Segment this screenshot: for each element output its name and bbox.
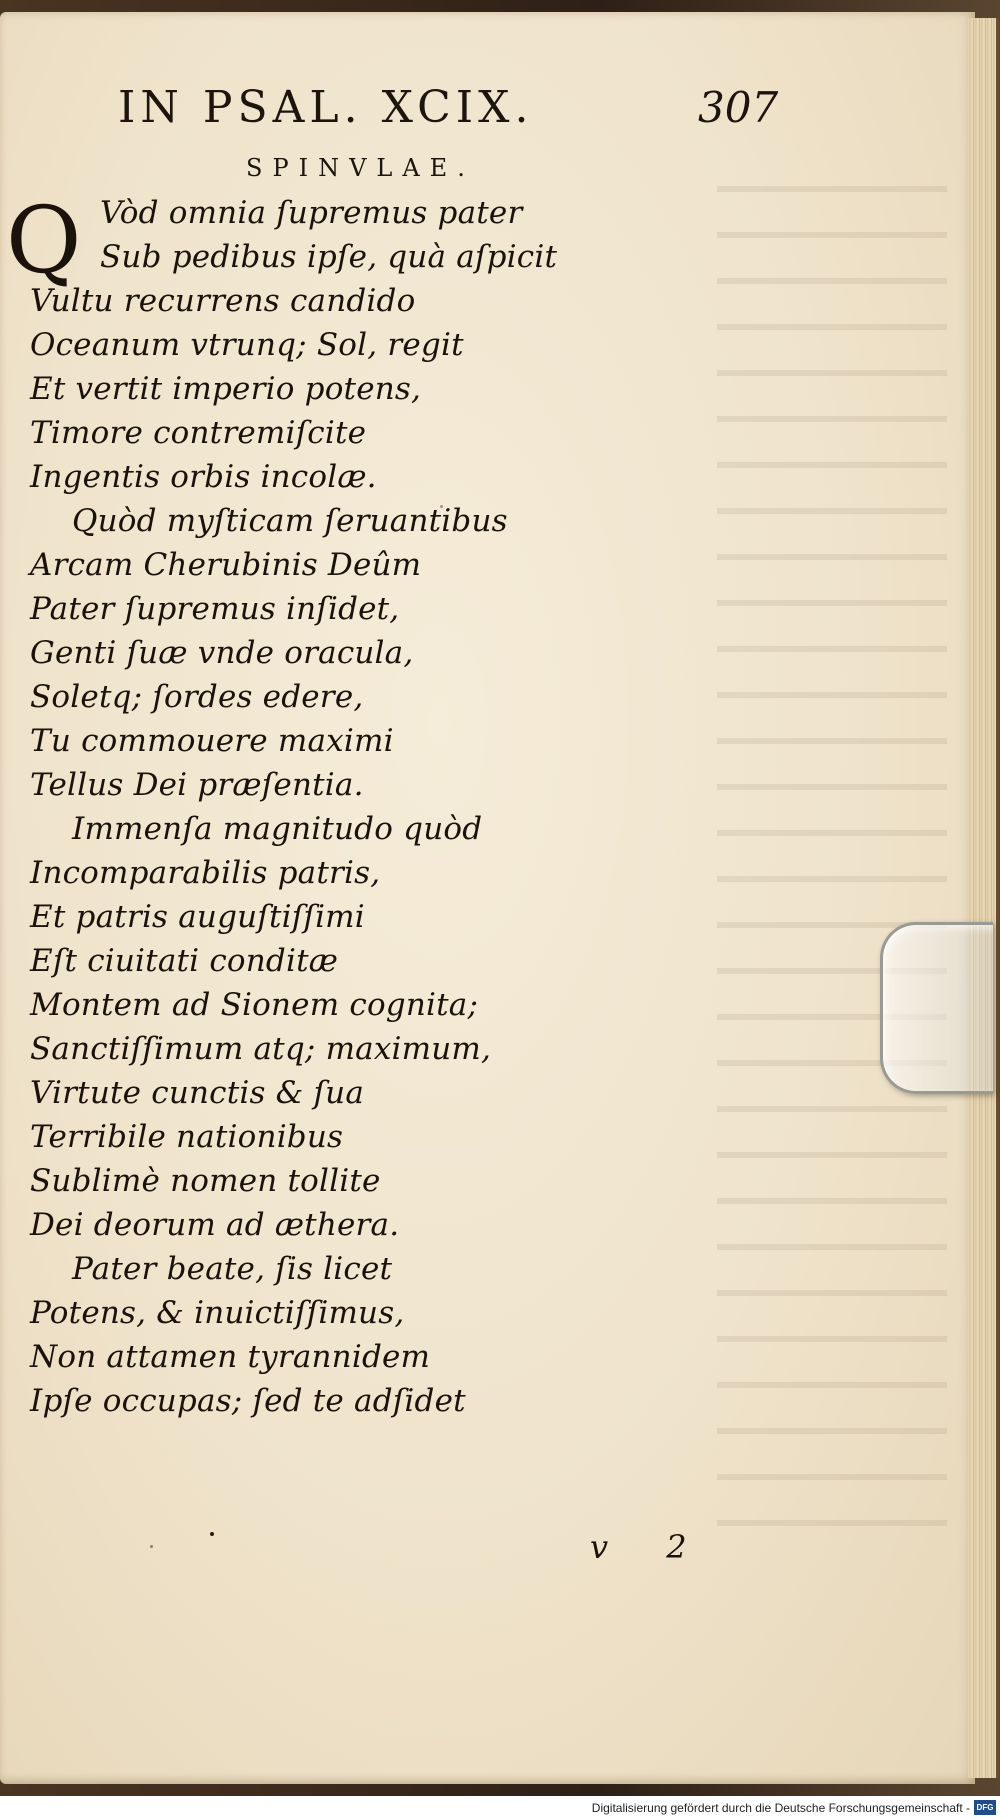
- verse-line: Vòd omnia ſupremus pater: [100, 195, 523, 231]
- verse-line: Eſt ciuitati conditæ: [30, 943, 339, 979]
- verse-line: Timore contremiſcite: [30, 415, 367, 451]
- ink-speck: [150, 1545, 153, 1548]
- footer-bar: [0, 1796, 1000, 1820]
- verse-line: Non attamen tyrannidem: [30, 1339, 431, 1375]
- drop-initial: Q: [6, 187, 82, 294]
- digitization-credit: Digitalisierung gefördert durch die Deutsche Forschungsgemeinschaft -: [591, 1801, 970, 1815]
- verse-line: Sub pedibus ipſe, quà aſpicit: [100, 239, 558, 275]
- verse-line: Vultu recurrens candido: [30, 283, 416, 319]
- verse-line: Potens, & inuictiſſimus,: [30, 1295, 405, 1331]
- page-edge-stack: [968, 18, 999, 1778]
- verse-line: Ipſe occupas; ſed te adſidet: [30, 1383, 466, 1419]
- verse-line: Tellus Dei præſentia.: [30, 767, 364, 803]
- verse-line: Virtute cunctis & ſua: [30, 1075, 365, 1111]
- verse-line: Pater ſupremus inſidet,: [30, 591, 400, 627]
- verse-line: Oceanum vtrunq; Sol, regit: [30, 327, 464, 363]
- verse-line: Immenſa magnitudo quòd: [72, 811, 483, 847]
- verse-line: Dei deorum ad æthera.: [30, 1207, 400, 1243]
- ink-speck: [440, 505, 443, 508]
- verse-line: Terribile nationibus: [30, 1119, 344, 1155]
- verse-line: Et patris auguſtiſſimi: [30, 899, 365, 935]
- dfg-logo: DFG: [974, 1800, 996, 1815]
- verse-line: Sanctiſſimum atq; maximum,: [30, 1031, 492, 1067]
- metal-clasp: [880, 922, 993, 1094]
- ink-speck: [210, 1532, 214, 1536]
- verse-line: Sublimè nomen tollite: [30, 1163, 381, 1199]
- running-head: [118, 78, 798, 138]
- verse-line: Quòd myſticam ſeruantibus: [72, 503, 508, 539]
- verse-line: Pater beate, ſis licet: [72, 1251, 393, 1287]
- verse-line: Genti ſuæ vnde oracula,: [30, 635, 414, 671]
- verse-line: Incomparabilis patris,: [30, 855, 381, 891]
- verse-line: Ingentis orbis incolæ.: [30, 459, 377, 495]
- section-title: SPINVLAE.: [246, 154, 475, 182]
- verse-line: Tu commouere maximi: [30, 723, 394, 759]
- verse-line: Et vertit imperio potens,: [30, 371, 422, 407]
- page-number: 307: [698, 83, 779, 132]
- verse-line: Arcam Cherubinis Deûm: [30, 547, 422, 583]
- running-head-title: IN PSAL. XCIX.: [118, 82, 534, 133]
- verse-line: Montem ad Sionem cognita;: [30, 987, 479, 1023]
- verse-line: Soletq; ſordes edere,: [30, 679, 364, 715]
- signature-mark: v 2: [590, 1528, 711, 1566]
- bleed-through-text: [717, 152, 947, 1552]
